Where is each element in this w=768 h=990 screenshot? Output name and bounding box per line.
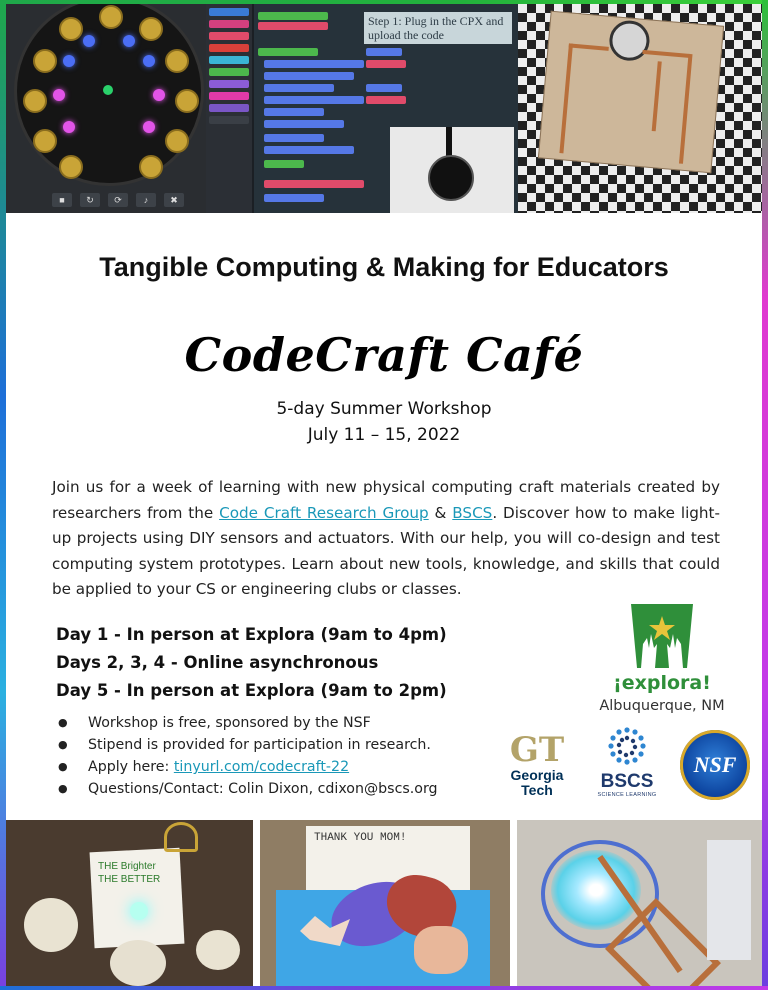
gt-line-1: Georgia	[510, 767, 564, 783]
flyer-title: CodeCraft Café	[184, 328, 584, 382]
explora-name: ¡explora!	[613, 672, 711, 694]
schedule-day-5: Day 5 - In person at Explora (9am to 2pm)	[56, 681, 447, 700]
circuit-playground-board	[14, 4, 204, 186]
intro-text-3: . Discover how to make light-up projects using DIY sensors and actuators. With our help, you will co-design and test computing system prototypes. Learn about new tools, knowledge, and skills that could be applied to your CS or engineering clubs or classes.	[52, 503, 720, 598]
georgia-tech-logo	[502, 732, 572, 798]
list-item-stipend: ● Stipend is provided for participation in research.	[58, 734, 498, 756]
gt-mark: GT	[509, 730, 565, 770]
sign-text: THE Brighter THE BETTER	[98, 861, 161, 885]
frame-right-border	[762, 0, 768, 990]
workshop-length: 5-day Summer Workshop	[276, 399, 492, 419]
bscs-name: BSCS	[600, 771, 654, 792]
list-item-contact: ● Questions/Contact: Colin Dixon, cdixon@bscs.org	[58, 778, 498, 800]
sound-icon: ♪	[136, 193, 156, 207]
block-categories	[206, 4, 252, 213]
photo-thank-you-card	[260, 820, 510, 986]
code-craft-link[interactable]: Code Craft Research Group	[219, 503, 429, 522]
schedule-day-1: Day 1 - In person at Explora (9am to 4pm)	[56, 625, 447, 644]
frame-bottom-border	[0, 986, 768, 990]
bscs-dots-icon	[602, 726, 652, 772]
bscs-link[interactable]: BSCS	[452, 503, 493, 522]
list-item-apply	[58, 756, 498, 778]
photo-cpx-plugged-in	[390, 127, 514, 213]
top-photo-strip	[6, 4, 762, 213]
intro-text-1: Join us for a week of learning with new physical computing craft materials created by researchers from the	[52, 478, 720, 522]
step-instruction-note: Step 1: Plug in the CPX and upload the code	[364, 12, 512, 44]
photo-paper-circuit-card	[518, 4, 762, 213]
bottom-photo-strip	[6, 820, 762, 986]
photo-light-up-sign	[6, 820, 253, 986]
intro-text-2: &	[428, 503, 453, 522]
schedule-list	[56, 621, 516, 705]
photo-circuit-board-lights	[517, 820, 762, 986]
flyer-subtitle: Tangible Computing & Making for Educators	[99, 252, 669, 282]
details-list	[58, 712, 498, 800]
gt-line-2: Tech	[521, 782, 553, 798]
fullscreen-icon: ✖	[164, 193, 184, 207]
card-text: THANK YOU MOM!	[314, 832, 407, 844]
schedule-days-2-4: Days 2, 3, 4 - Online asynchronous	[56, 653, 379, 672]
simulator-toolbar	[52, 193, 184, 207]
explora-hands-icon	[629, 604, 695, 668]
slowmo-icon: ⟳	[108, 193, 128, 207]
workshop-dates: July 11 – 15, 2022	[307, 425, 461, 445]
nsf-logo	[680, 730, 750, 800]
intro-paragraph	[52, 475, 720, 603]
explora-logo	[592, 604, 732, 714]
bscs-logo	[594, 726, 660, 798]
bscs-tagline: SCIENCE LEARNING	[597, 792, 657, 798]
nsf-name: NSF	[693, 752, 737, 777]
photo-block-code-editor	[206, 4, 518, 213]
photo-circuit-playground-simulator	[6, 4, 206, 213]
restart-icon: ↻	[80, 193, 100, 207]
apply-label: Apply here:	[88, 759, 174, 775]
list-item-free: ● Workshop is free, sponsored by the NSF	[58, 712, 498, 734]
explora-location: Albuquerque, NM	[599, 698, 725, 714]
apply-link[interactable]: tinyurl.com/codecraft-22	[173, 759, 350, 775]
stop-icon: ■	[52, 193, 72, 207]
paper-circuit-card	[538, 11, 724, 174]
